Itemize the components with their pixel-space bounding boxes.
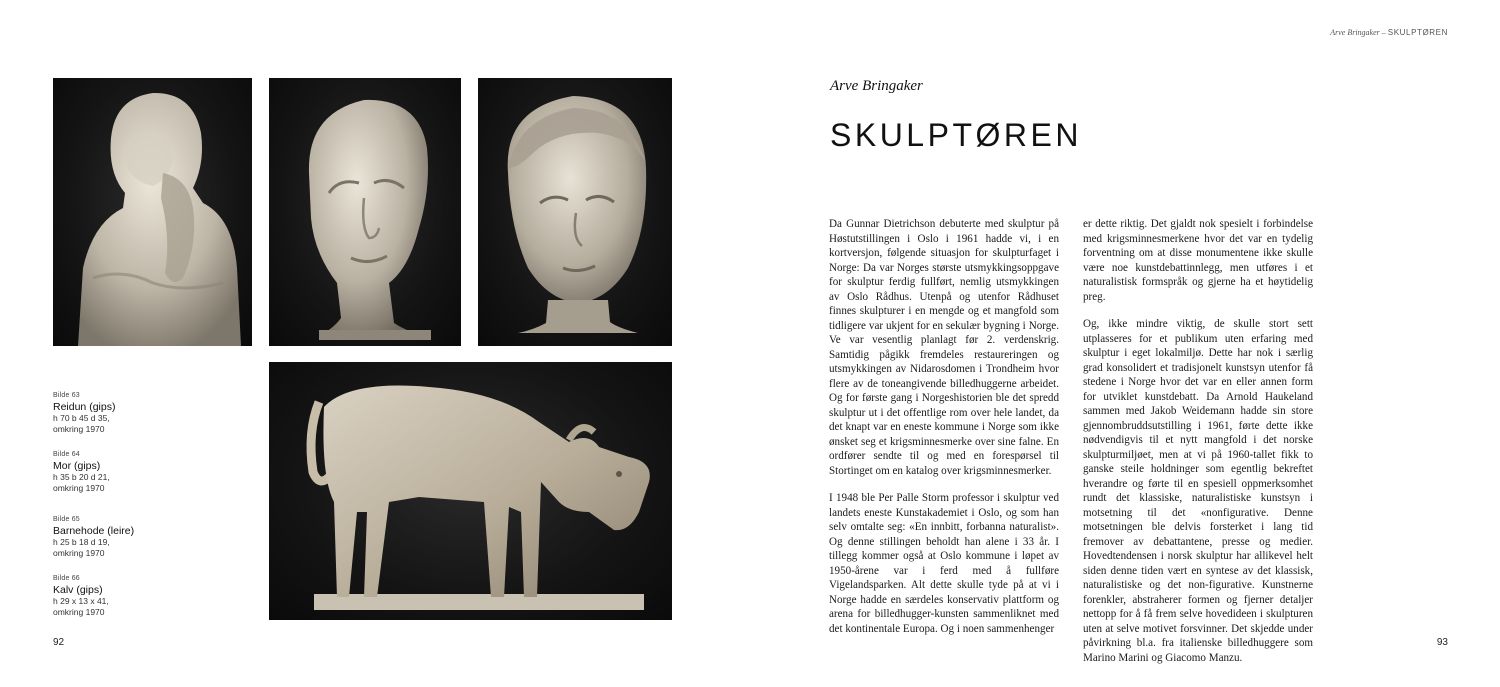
page-number-right: 93 bbox=[1436, 637, 1448, 648]
caption-dimensions: h 25 b 18 d 19, bbox=[53, 537, 110, 547]
caption-date: omkring 1970 bbox=[53, 483, 105, 493]
caption-reidun bbox=[53, 392, 115, 435]
caption-number: Bilde 63 bbox=[53, 392, 80, 399]
paragraph: er dette riktig. Det gjaldt nok spesielt i forbindelse med krigsminnesmerkene hvor det var en tydelig forventning om at disse monumentene ikke skulle være noe kunstdebattinnlegg, men utføres i et naturalistisk formspråk og gjerne ha et høytidelig preg. bbox=[1083, 218, 1313, 303]
page-number-left: 92 bbox=[53, 637, 65, 648]
text-column-2 bbox=[1083, 217, 1313, 678]
running-head-title: SKULPTØREN bbox=[1387, 28, 1448, 37]
sculpture-kalv-photo bbox=[269, 362, 672, 620]
sculpture-reidun-photo bbox=[53, 78, 252, 346]
caption-dimensions: h 29 x 13 x 41, bbox=[53, 596, 109, 606]
caption-title: Reidun (gips) bbox=[53, 401, 116, 413]
article-author: Arve Bringaker bbox=[830, 78, 923, 94]
right-page bbox=[750, 0, 1500, 687]
article-title: SKULPTØREN bbox=[830, 117, 1082, 153]
caption-dimensions: h 70 b 45 d 35, bbox=[53, 413, 110, 423]
caption-title: Mor (gips) bbox=[53, 460, 101, 472]
photo-barnehode bbox=[478, 78, 672, 346]
caption-mor bbox=[53, 451, 110, 494]
caption-date: omkring 1970 bbox=[53, 607, 105, 617]
sculpture-mor-photo bbox=[269, 78, 461, 346]
running-head-author: Arve Bringaker bbox=[1330, 28, 1380, 37]
paragraph: Og, ikke mindre viktig, de skulle stort sett utplasseres for et publikum uten erfaring med skulptur i eget lokalmiljø. Dette har nok i særlig grad konsolidert et tradisjonelt kunstsyn utenfor få stedene i Norge hvor det var en eller annen form for utviklet kunstdebatt. Da Arnold Haukeland sammen med Jakob Weidemann hadde sin store gjennombruddsutstilling i 1961, førte dette ikke nødvendigvis til et nytt mangfold i det norske skulpturmiljøet, men at vi på 1960-tallet fikk to ganske steile holdninger som egentlig bekreftet hverandre og førte til en spesiell oppmerksomhet rundt det klassiske, naturalistiske kunstsyn i motsetning til det «nonfigurative. Denne motsetningen ble delvis forsterket i lang tid fremover av debattantene, presse og medier. Hovedtendensen i norsk skulptur har allikevel helt siden denne tiden vært en syntese av det klassisk, naturalistiske og det non-figurative. Kunstnerne forenkler, abstraherer formen og fjerner detaljer nettopp for å få frem selve hovedideen i skulpturen uten at selve motivet forsvinner. Det skjedde under påvirkning bl.a. fra italienske billedhuggere som Marino Marini og Giacomo Manzu. bbox=[1083, 318, 1313, 664]
caption-title: Barnehode (leire) bbox=[53, 525, 135, 537]
caption-date: omkring 1970 bbox=[53, 548, 105, 558]
caption-number: Bilde 66 bbox=[53, 575, 80, 582]
running-head bbox=[1330, 28, 1448, 37]
photo-kalv bbox=[269, 362, 672, 620]
photo-reidun bbox=[53, 78, 252, 346]
caption-kalv bbox=[53, 575, 109, 618]
caption-dimensions: h 35 b 20 d 21, bbox=[53, 472, 110, 482]
caption-date: omkring 1970 bbox=[53, 424, 105, 434]
photo-mor bbox=[269, 78, 461, 346]
caption-number: Bilde 65 bbox=[53, 516, 80, 523]
caption-title: Kalv (gips) bbox=[53, 584, 103, 596]
paragraph: Da Gunnar Dietrichson debuterte med skulptur på Høstutstillingen i Oslo i 1961 hadde vi, i en kortversjon, følgende situasjon for skulpturfaget i Norge: Da var Norges største utsmykkingsoppgave for skulptur ferdig fullført, nemlig utsmykkingen av Oslo Rådhus. Utenpå og utenfor Rådhuset finnes skulpturer i en mengde og et mangfold som tidligere var ukjent for en sekulær bygning i Norge. Ve var vesentlig planlagt før 2. verdenskrig. Samtidig pågikk fremdeles restaureringen og utsmykkingen av Nidarosdomen i Trondheim hvor flere av de toneangivende billedhuggerne arbeidet. Og for første gang i Norgeshistorien ble det spredd skulptur ut i det offentlige rom over hele landet, da det knapt var en eneste kommune i Norge som ikke ønsket seg et krigsminnesmerke over sine falne. En ordfører sendte til og med en forespørsel til Stortinget om en katalog over krigsminnesmerker. bbox=[829, 218, 1059, 477]
paragraph: I 1948 ble Per Palle Storm professor i skulptur ved landets eneste Kunstakademiet i Oslo, og som han selv omtalte seg: «En innbitt, forbanna naturalist». Og denne stillingen beholdt han alene i 33 år. I tillegg kommer også at Oslo kommune i løpet av 1950-årene var i ferd med å fullføre Vigelandsparken. Alt dette skulle tyde på at vi i Norge hadde en særdeles konservativ plattform og arena for billedhugger-kunsten sammenliknet med det kontinentale Europa. Og i noen sammenhenger bbox=[829, 492, 1059, 635]
sculpture-barnehode-photo bbox=[478, 78, 672, 346]
text-column-1 bbox=[829, 217, 1059, 649]
caption-barnehode bbox=[53, 516, 134, 559]
running-head-separator: – bbox=[1381, 28, 1386, 37]
caption-number: Bilde 64 bbox=[53, 451, 80, 458]
